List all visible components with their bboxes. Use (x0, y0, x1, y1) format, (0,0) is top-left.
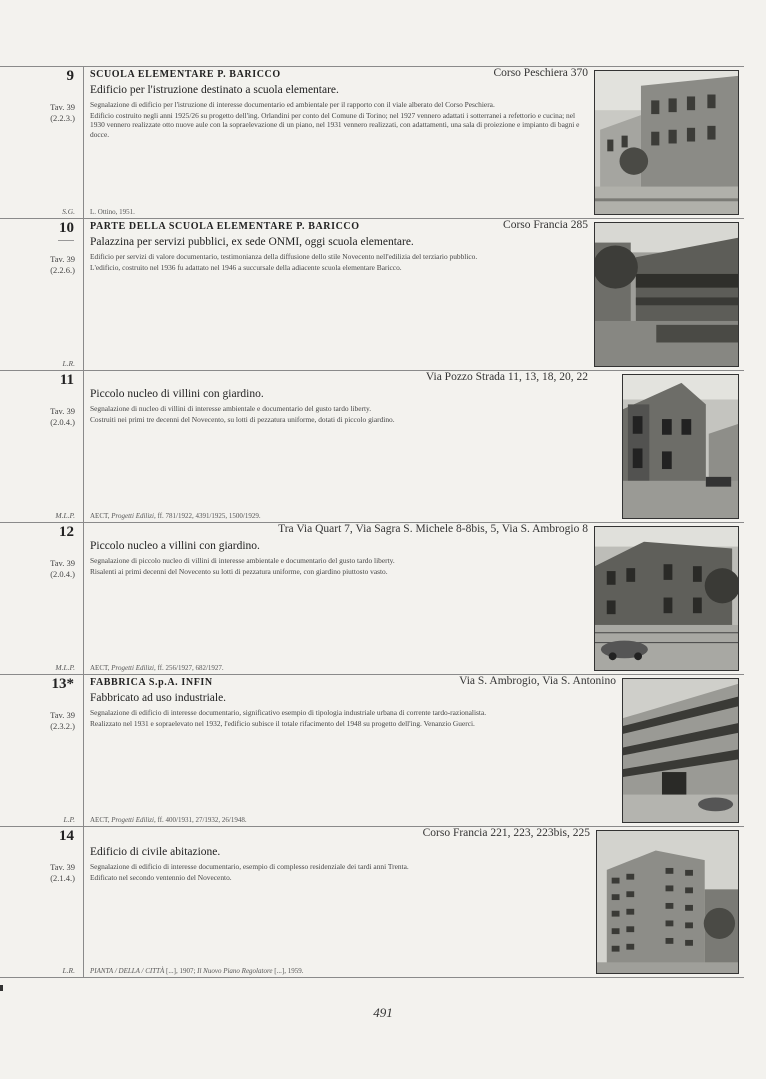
building-photo (594, 70, 739, 215)
entry-number: 14 (59, 828, 74, 844)
building-description: Edificio per l'istruzione destinato a scuola elementare. (90, 84, 339, 96)
building-address: Corso Francia 285 (503, 219, 588, 231)
entry-text (90, 708, 614, 729)
building-address: Corso Francia 221, 223, 223bis, 225 (422, 827, 590, 839)
text-paragraph: Edificio costruito negli anni 1925/26 su progetto dell'ing. Orlandini per conto del Comune di Torino; nel 1927 vennero adattati i sotterranei a refettorio e cucina; nel 1930 vennero realizzate otto nuove aule con la sopraelevazione di un piano, nel 1931 vennero realizzati, con adattamenti, una sala di proiezione e impianto di bagni e docce. (90, 110, 580, 139)
entry-text (90, 556, 586, 577)
entry-body (90, 371, 588, 522)
table-reference (50, 710, 75, 732)
building-photo (622, 678, 739, 823)
entry-13 (0, 674, 744, 826)
text-paragraph: Risalenti ai primi decenni del Novecento su lotti di pezzatura uniforme, con giardino piuttosto vasto. (90, 566, 388, 576)
table-reference (50, 862, 75, 884)
entry-10 (0, 218, 744, 370)
building-photo (622, 374, 739, 519)
entry-number: 11 (59, 372, 74, 388)
text-paragraph: Realizzato nel 1931 e sopraelevato nel 1932, l'edificio subisce il totale rifacimento del 1948 su progetto dell'ing. Venanzio Guerci. (90, 718, 475, 728)
entry-gutter (0, 219, 81, 370)
entry-14 (0, 826, 744, 978)
source-reference: AECT, Progetti Edilizi, ff. 400/1931, 27/1932, 26/1948. (90, 816, 247, 824)
building-address: Via S. Ambrogio, Via S. Antonino (459, 675, 616, 687)
author-initials: S.G. (62, 207, 75, 216)
text-paragraph: Costruiti nei primi tre decenni del Novecento, su lotti di pezzatura uniforme, dotati di piccolo giardino. (90, 414, 395, 424)
author-initials: L.R. (62, 966, 75, 975)
column-divider (83, 371, 84, 522)
entry-body (90, 827, 590, 977)
column-divider (83, 827, 84, 977)
text-paragraph: L'edificio, costruito nel 1936 fu adattato nel 1946 a succursale della adiacente scuola elementare Baricco. (90, 262, 402, 272)
building-photo (596, 830, 739, 974)
entry-body (90, 219, 588, 370)
table-reference (50, 254, 75, 276)
building-address: Corso Peschiera 370 (493, 67, 588, 79)
entry-number: 13* (51, 676, 74, 692)
source-reference: PIANTA / DELLA / CITTÀ [...], 1907; Il Nuovo Piano Regolatore [...], 1959. (90, 967, 304, 975)
table-reference (50, 406, 75, 428)
column-divider (83, 219, 84, 370)
author-initials: M.L.P. (55, 663, 75, 672)
text-paragraph: Segnalazione di edificio per l'istruzione di interesse documentario ed ambientale per il rapporto con il viale alberato del Corso Peschiera. (90, 100, 495, 109)
tav-code: (2.1.4.) (50, 873, 75, 883)
tav-label: Tav. 39 (50, 406, 75, 416)
tav-code: (2.0.4.) (50, 569, 75, 579)
entry-gutter (0, 371, 81, 522)
entry-number: 10 (59, 220, 74, 236)
tav-label: Tav. 39 (50, 862, 75, 872)
entry-body (90, 523, 588, 674)
building-photo (594, 526, 739, 671)
building-address: Tra Via Quart 7, Via Sagra S. Michele 8-8bis, 5, Via S. Ambrogio 8 (278, 523, 588, 535)
source-reference: AECT, Progetti Edilizi, ff. 256/1927, 682/1927. (90, 664, 224, 672)
building-address: Via Pozzo Strada 11, 13, 18, 20, 22 (425, 371, 588, 383)
entry-text (90, 404, 586, 425)
building-description: Edificio di civile abitazione. (90, 846, 221, 858)
source-reference: L. Ottino, 1951. (90, 208, 135, 216)
entry-gutter (0, 67, 81, 218)
building-name: PARTE DELLA SCUOLA ELEMENTARE P. BARICCO (90, 221, 360, 232)
entry-number: 9 (66, 68, 74, 84)
text-paragraph: Segnalazione di nucleo di villini di interesse ambientale e documentario del gusto tardo liberty. (90, 404, 372, 413)
tav-label: Tav. 39 (50, 710, 75, 720)
tav-label: Tav. 39 (50, 254, 75, 264)
building-name: SCUOLA ELEMENTARE P. BARICCO (90, 69, 281, 80)
tav-label: Tav. 39 (50, 558, 75, 568)
tav-code: (2.0.4.) (50, 417, 75, 427)
building-description: Piccolo nucleo a villini con giardino. (90, 540, 260, 552)
text-paragraph: Segnalazione di piccolo nucleo di villini di interesse ambientale e documentario del gusto tardo liberty. (90, 556, 395, 565)
page-number: 491 (373, 1005, 393, 1020)
entry-11 (0, 370, 744, 522)
column-divider (83, 675, 84, 826)
entry-9 (0, 66, 744, 218)
entries-list (0, 66, 744, 978)
text-paragraph: Edificio per servizi di valore documentario, testimonianza della diffusione dello stile Novecento nell'edilizia del terziario pubblico. (90, 252, 478, 261)
tav-code: (2.3.2.) (50, 721, 75, 731)
entry-text (90, 100, 586, 140)
text-paragraph: Edificato nel secondo ventennio del Novecento. (90, 872, 232, 882)
margin-mark (0, 985, 3, 991)
entry-text (90, 862, 588, 883)
author-initials: L.R. (62, 359, 75, 368)
entry-gutter (0, 523, 81, 674)
entry-number: 12 (59, 524, 74, 540)
entry-gutter (0, 675, 81, 826)
number-rule (58, 240, 74, 241)
column-divider (83, 523, 84, 674)
entry-12 (0, 522, 744, 674)
entry-text (90, 252, 586, 273)
column-divider (83, 67, 84, 218)
tav-label: Tav. 39 (50, 102, 75, 112)
tav-code: (2.2.3.) (50, 113, 75, 123)
table-reference (50, 102, 75, 124)
building-description: Fabbricato ad uso industriale. (90, 692, 227, 704)
table-reference (50, 558, 75, 580)
author-initials: M.L.P. (55, 511, 75, 520)
building-name: FABBRICA S.p.A. INFIN (90, 677, 213, 688)
entry-body (90, 67, 588, 218)
entry-gutter (0, 827, 81, 977)
source-reference: AECT, Progetti Edilizi, ff. 781/1922, 4391/1925, 1500/1929. (90, 512, 261, 520)
text-paragraph: Segnalazione di edificio di interesse documentario, esempio di complesso residenziale dei tardi anni Trenta. (90, 862, 409, 871)
text-paragraph: Segnalazione di edificio di interesse documentario, significativo esempio di tipologia industriale urbana di corrente tardo-razionalista. (90, 708, 487, 717)
building-description: Palazzina per servizi pubblici, ex sede ONMI, oggi scuola elementare. (90, 236, 414, 248)
tav-code: (2.2.6.) (50, 265, 75, 275)
author-initials: L.P. (63, 815, 75, 824)
building-description: Piccolo nucleo di villini con giardino. (90, 388, 264, 400)
building-photo (594, 222, 739, 367)
entry-body (90, 675, 616, 826)
